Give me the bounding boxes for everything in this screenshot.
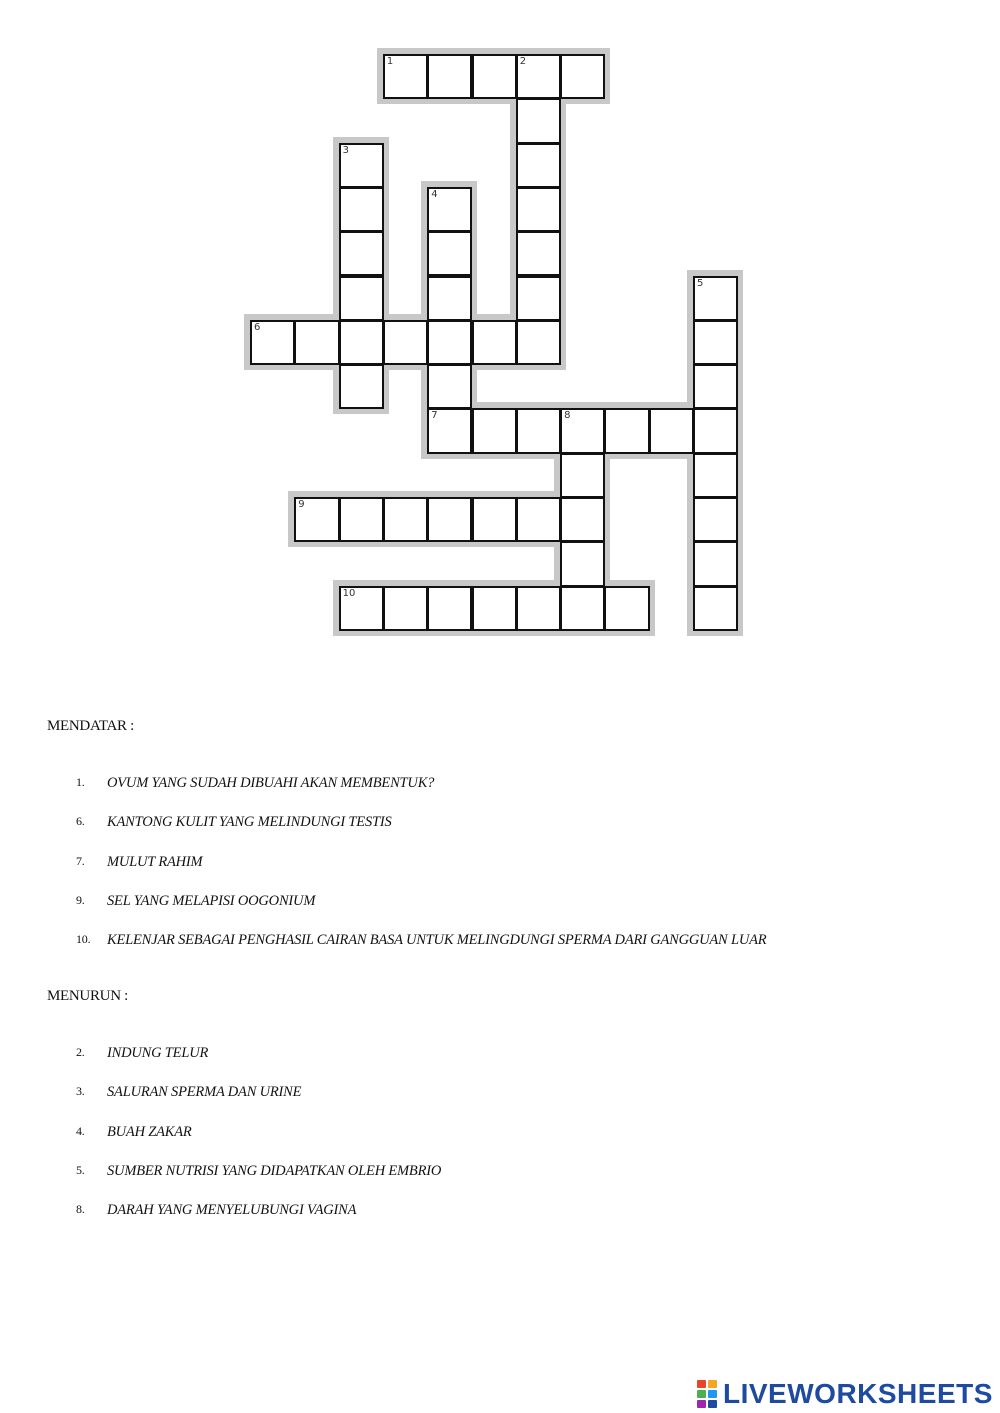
crossword-letter-input[interactable]	[385, 322, 426, 363]
logo-block	[697, 1380, 706, 1388]
crossword-letter-input[interactable]	[429, 278, 470, 319]
crossword-letter-input[interactable]	[341, 278, 382, 319]
crossword-letter-input[interactable]	[252, 322, 293, 363]
clue-number-label: 10	[342, 587, 356, 599]
crossword-cell[interactable]	[693, 320, 738, 365]
crossword-letter-input[interactable]	[429, 56, 470, 97]
crossword-letter-input[interactable]	[562, 56, 603, 97]
clue-text: SEL YANG MELAPISI OOGONIUM	[107, 892, 316, 909]
crossword-cell[interactable]	[560, 497, 605, 542]
crossword-cell[interactable]	[383, 54, 428, 99]
clue-number: 1.	[76, 775, 85, 789]
clue-text: OVUM YANG SUDAH DIBUAHI AKAN MEMBENTUK?	[107, 775, 435, 791]
logo-text: LIVEWORKSHEETS	[723, 1378, 993, 1409]
clue-number-label: 2	[519, 56, 527, 67]
clue-text: INDUNG TELUR	[107, 1045, 209, 1061]
crossword-cell[interactable]	[383, 586, 428, 631]
clue-number: 5.	[76, 1162, 85, 1177]
crossword-cell[interactable]	[427, 497, 472, 542]
crossword-letter-input[interactable]	[518, 278, 559, 319]
clue-number: 9.	[76, 892, 85, 907]
crossword-letter-input[interactable]	[296, 322, 337, 363]
crossword-cell[interactable]	[383, 320, 428, 365]
crossword-letter-input[interactable]	[562, 410, 603, 451]
crossword-cell[interactable]	[339, 586, 384, 631]
crossword-letter-input[interactable]	[518, 100, 559, 141]
clue-number: 2.	[76, 1045, 85, 1059]
crossword-letter-input[interactable]	[518, 145, 559, 186]
crossword-cell[interactable]	[339, 187, 384, 232]
crossword-cell[interactable]	[516, 320, 561, 365]
logo-block	[708, 1390, 717, 1398]
crossword-letter-input[interactable]	[518, 322, 559, 363]
crossword-cell[interactable]	[383, 497, 428, 542]
crossword-cell[interactable]	[427, 320, 472, 365]
down-title: MENURUN :	[47, 988, 129, 1004]
crossword-cell[interactable]	[339, 231, 384, 276]
clue-number-label: 3	[342, 144, 349, 156]
clue-text: DARAH YANG MENYELUBUNGI VAGINA	[107, 1202, 357, 1219]
crossword-cell[interactable]	[339, 320, 384, 365]
crossword-letter-input[interactable]	[429, 410, 470, 451]
crossword-cell[interactable]	[560, 453, 605, 498]
crossword-letter-input[interactable]	[562, 588, 603, 629]
clue-number: 6.	[76, 814, 85, 829]
clue-number-label: 8	[564, 410, 571, 422]
crossword-cell[interactable]	[604, 408, 649, 453]
crossword-letter-input[interactable]	[341, 145, 382, 186]
crossword-cell[interactable]	[427, 586, 472, 631]
crossword-letter-input[interactable]	[562, 543, 603, 584]
clue-number-label: 6	[254, 321, 261, 333]
clue-number: 10.	[76, 932, 91, 947]
crossword-cell[interactable]	[427, 187, 472, 232]
clue-number: 4.	[76, 1123, 85, 1138]
crossword-cell[interactable]	[294, 497, 339, 542]
crossword-cell[interactable]	[516, 408, 561, 453]
crossword-letter-input[interactable]	[695, 499, 736, 540]
crossword-cell[interactable]	[427, 231, 472, 276]
crossword-letter-input[interactable]	[341, 233, 382, 274]
crossword-cell[interactable]	[693, 453, 738, 498]
crossword-letter-input[interactable]	[606, 588, 647, 629]
clue-number: 8.	[76, 1202, 85, 1217]
crossword-letter-input[interactable]	[695, 455, 736, 496]
clue-text: BUAH ZAKAR	[107, 1123, 192, 1140]
crossword-cell[interactable]	[516, 586, 561, 631]
crossword-cell[interactable]	[693, 497, 738, 542]
crossword-letter-input[interactable]	[385, 499, 426, 540]
crossword-cell[interactable]	[693, 586, 738, 631]
crossword-cell[interactable]	[516, 231, 561, 276]
crossword-letter-input[interactable]	[341, 499, 382, 540]
crossword-letter-input[interactable]	[518, 233, 559, 274]
clue-text: KANTONG KULIT YANG MELINDUNGI TESTIS	[107, 814, 392, 831]
crossword-letter-input[interactable]	[518, 588, 559, 629]
crossword-letter-input[interactable]	[429, 499, 470, 540]
crossword-cell[interactable]	[339, 497, 384, 542]
crossword-letter-input[interactable]	[474, 588, 515, 629]
logo-block	[697, 1390, 706, 1398]
logo-block	[708, 1380, 717, 1388]
crossword-cell[interactable]	[516, 98, 561, 143]
clue-text: SALURAN SPERMA DAN URINE	[107, 1084, 302, 1101]
crossword-letter-input[interactable]	[695, 410, 736, 451]
crossword-cell[interactable]	[560, 541, 605, 586]
crossword-letter-input[interactable]	[429, 322, 470, 363]
crossword-letter-input[interactable]	[695, 588, 736, 629]
crossword-cell[interactable]	[472, 320, 517, 365]
crossword-cell[interactable]	[693, 276, 738, 321]
crossword-letter-input[interactable]	[474, 322, 515, 363]
crossword-letter-input[interactable]	[562, 499, 603, 540]
crossword-cell[interactable]	[250, 320, 295, 365]
crossword-cell[interactable]	[693, 364, 738, 409]
crossword-letter-input[interactable]	[518, 410, 559, 451]
crossword-letter-input[interactable]	[296, 499, 337, 540]
crossword-letter-input[interactable]	[695, 543, 736, 584]
crossword-cell[interactable]	[604, 586, 649, 631]
liveworksheets-logo[interactable]	[697, 1378, 993, 1410]
crossword-grid	[0, 0, 1000, 660]
crossword-cell[interactable]	[339, 276, 384, 321]
clue-text: SUMBER NUTRISI YANG DIDAPATKAN OLEH EMBRIO	[107, 1162, 442, 1179]
crossword-letter-input[interactable]	[474, 499, 515, 540]
logo-block	[708, 1400, 717, 1408]
crossword-letter-input[interactable]	[474, 410, 515, 451]
crossword-letter-input[interactable]	[518, 56, 559, 97]
crossword-cell[interactable]	[472, 408, 517, 453]
crossword-cell[interactable]	[560, 408, 605, 453]
crossword-letter-input[interactable]	[474, 56, 515, 97]
crossword-letter-input[interactable]	[429, 588, 470, 629]
crossword-letter-input[interactable]	[518, 189, 559, 230]
crossword-cell[interactable]	[472, 586, 517, 631]
crossword-cell[interactable]	[516, 497, 561, 542]
clue-number-label: 1	[386, 56, 394, 67]
crossword-letter-input[interactable]	[341, 588, 382, 629]
clue-number: 3.	[76, 1084, 85, 1099]
crossword-cell[interactable]	[516, 143, 561, 188]
clue-text: KELENJAR SEBAGAI PENGHASIL CAIRAN BASA UNTUK MELINGDUNGI SPERMA DARI GANGGUAN LUAR	[107, 932, 767, 949]
crossword-letter-input[interactable]	[341, 189, 382, 230]
crossword-letter-input[interactable]	[429, 366, 470, 407]
crossword-cell[interactable]	[649, 408, 694, 453]
crossword-cell[interactable]	[516, 54, 561, 99]
clue-number-label: 9	[298, 499, 305, 510]
crossword-cell[interactable]	[427, 408, 472, 453]
crossword-cell[interactable]	[693, 408, 738, 453]
crossword-cell[interactable]	[427, 276, 472, 321]
crossword-letter-input[interactable]	[341, 366, 382, 407]
clue-number: 7.	[76, 853, 85, 868]
crossword-cell[interactable]	[560, 54, 605, 99]
crossword-letter-input[interactable]	[429, 189, 470, 230]
crossword-cell[interactable]	[516, 187, 561, 232]
across-title: MENDATAR :	[47, 718, 135, 734]
crossword-letter-input[interactable]	[562, 455, 603, 496]
clue-number-label: 5	[697, 277, 704, 289]
crossword-letter-input[interactable]	[606, 410, 647, 451]
logo-icon	[697, 1380, 719, 1408]
crossword-letter-input[interactable]	[695, 322, 736, 363]
crossword-letter-input[interactable]	[385, 56, 426, 97]
crossword-cell[interactable]	[560, 586, 605, 631]
crossword-letter-input[interactable]	[651, 410, 692, 451]
crossword-cell[interactable]	[427, 364, 472, 409]
crossword-letter-input[interactable]	[695, 278, 736, 319]
clue-text: MULUT RAHIM	[107, 853, 203, 870]
crossword-letter-input[interactable]	[518, 499, 559, 540]
crossword-cell[interactable]	[339, 364, 384, 409]
crossword-cell[interactable]	[516, 276, 561, 321]
crossword-letter-input[interactable]	[341, 322, 382, 363]
crossword-letter-input[interactable]	[695, 366, 736, 407]
clue-number-label: 4	[431, 188, 438, 200]
crossword-letter-input[interactable]	[429, 233, 470, 274]
crossword-cell[interactable]	[472, 497, 517, 542]
crossword-cell[interactable]	[472, 54, 517, 99]
crossword-letter-input[interactable]	[385, 588, 426, 629]
crossword-cell[interactable]	[427, 54, 472, 99]
clue-number-label: 7	[431, 410, 438, 422]
crossword-cell[interactable]	[339, 143, 384, 188]
crossword-cell[interactable]	[693, 541, 738, 586]
logo-block	[697, 1400, 706, 1408]
crossword-cell[interactable]	[294, 320, 339, 365]
